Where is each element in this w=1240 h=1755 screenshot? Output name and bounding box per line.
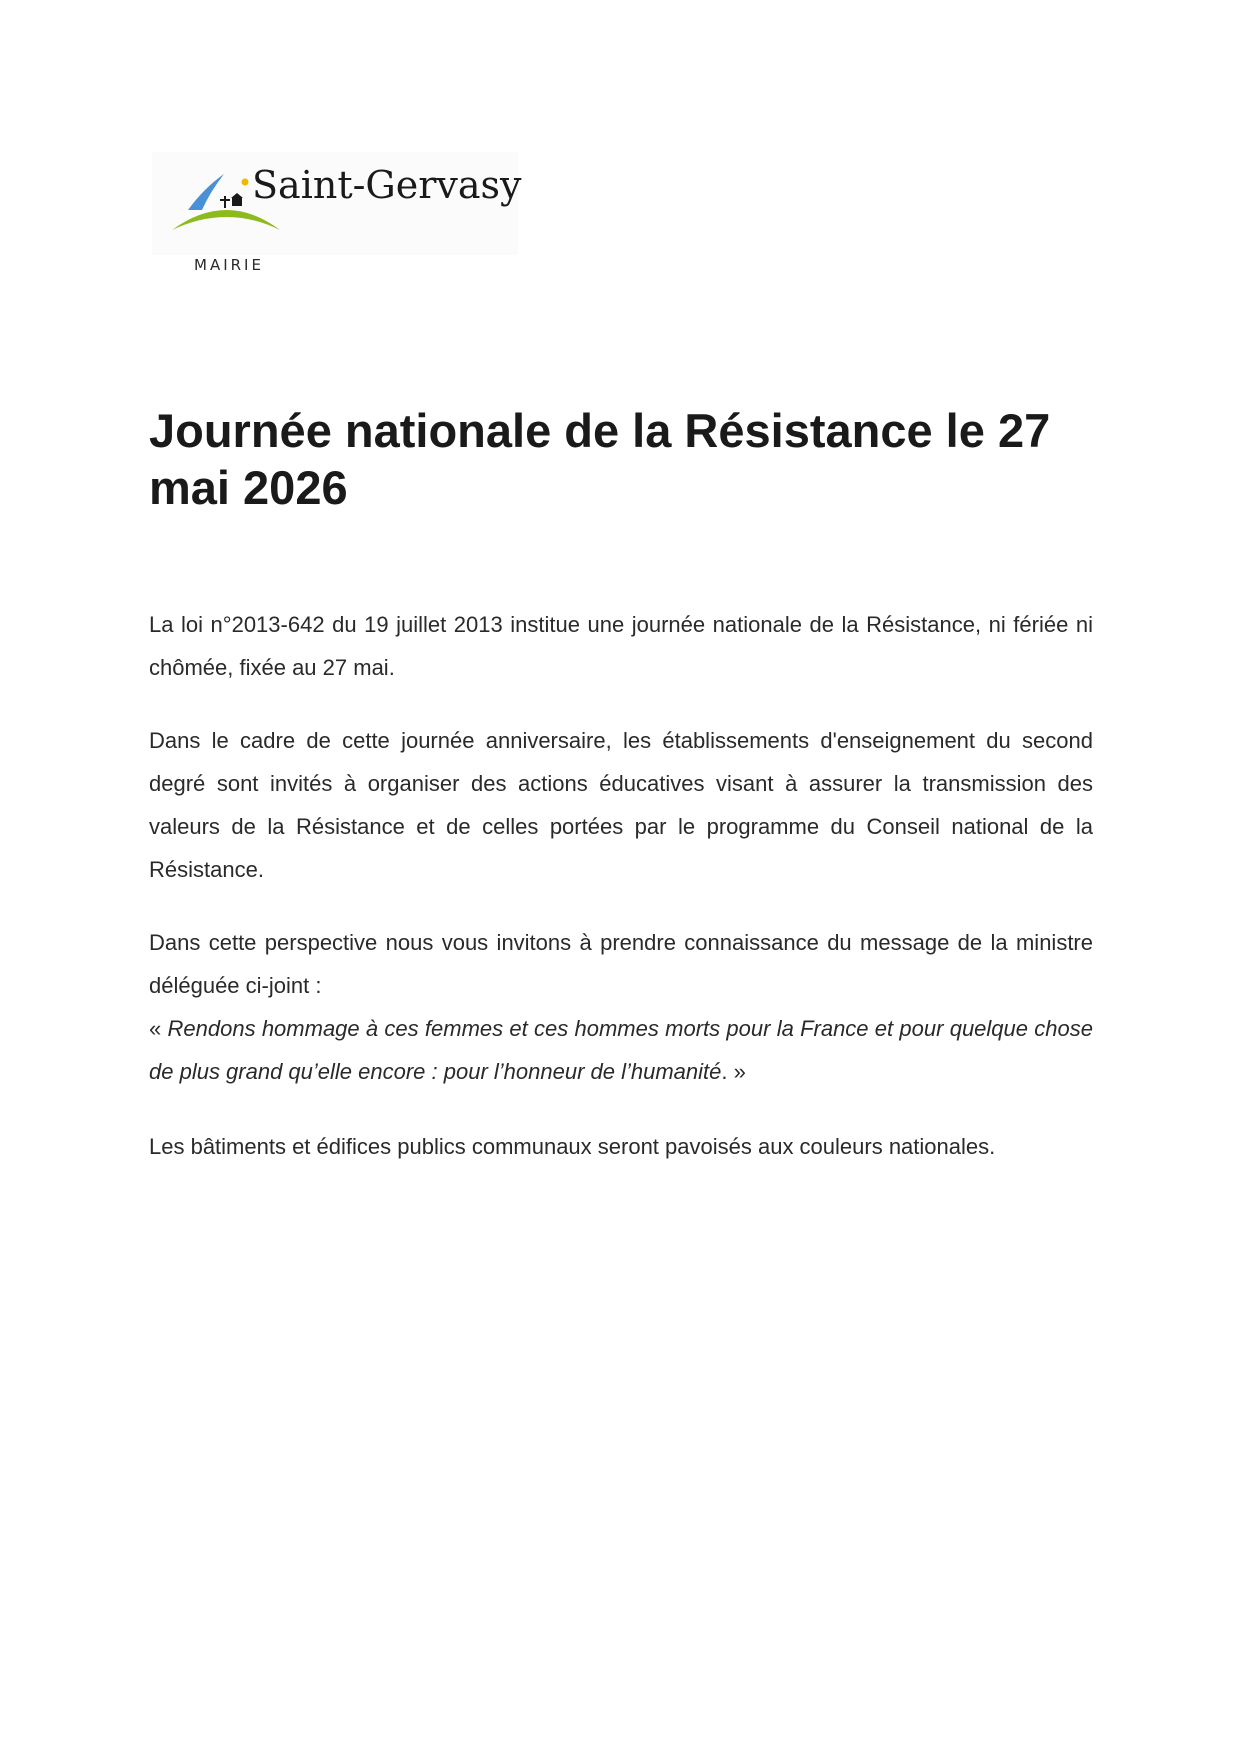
sky-arc xyxy=(188,174,224,210)
sun-icon xyxy=(242,179,249,186)
cross-icon xyxy=(224,196,226,208)
quote-open: « xyxy=(149,1016,168,1041)
paragraph-context: Dans le cadre de cette journée anniversaire, les établissements d'enseignement du second degré sont invités à organiser des actions éducatives visant à assurer la transmission des valeurs de la Résistance et de celles portées par le programme du Conseil national de la Résistance. xyxy=(149,728,1093,882)
mairie-logo xyxy=(152,152,522,255)
document-title: Journée nationale de la Résistance le 27 mai 2026 xyxy=(149,404,1051,514)
message-intro: Dans cette perspective nous vous invitons à prendre connaissance du message de la ministre déléguée ci-joint : xyxy=(149,930,1093,998)
paragraph-message xyxy=(149,921,1093,1093)
document-body xyxy=(149,603,1093,1168)
logo-subtitle: MAIRIE xyxy=(194,256,264,274)
minister-quote: Rendons hommage à ces femmes et ces hommes morts pour la France et pour quelque chose de plus grand qu’elle encore : pour l’honneur de l’humanité xyxy=(149,1016,1093,1084)
house-icon xyxy=(232,198,242,206)
paragraph-flags: Les bâtiments et édifices publics communaux seront pavoisés aux couleurs nationales. xyxy=(149,1134,996,1159)
logo-name: Saint-Gervasy xyxy=(252,163,522,207)
hill-arc xyxy=(172,210,280,230)
paragraph-law: La loi n°2013-642 du 19 juillet 2013 institue une journée nationale de la Résistance, ni fériée ni chômée, fixée au 27 mai. xyxy=(149,612,1093,680)
quote-close: . » xyxy=(721,1059,746,1084)
